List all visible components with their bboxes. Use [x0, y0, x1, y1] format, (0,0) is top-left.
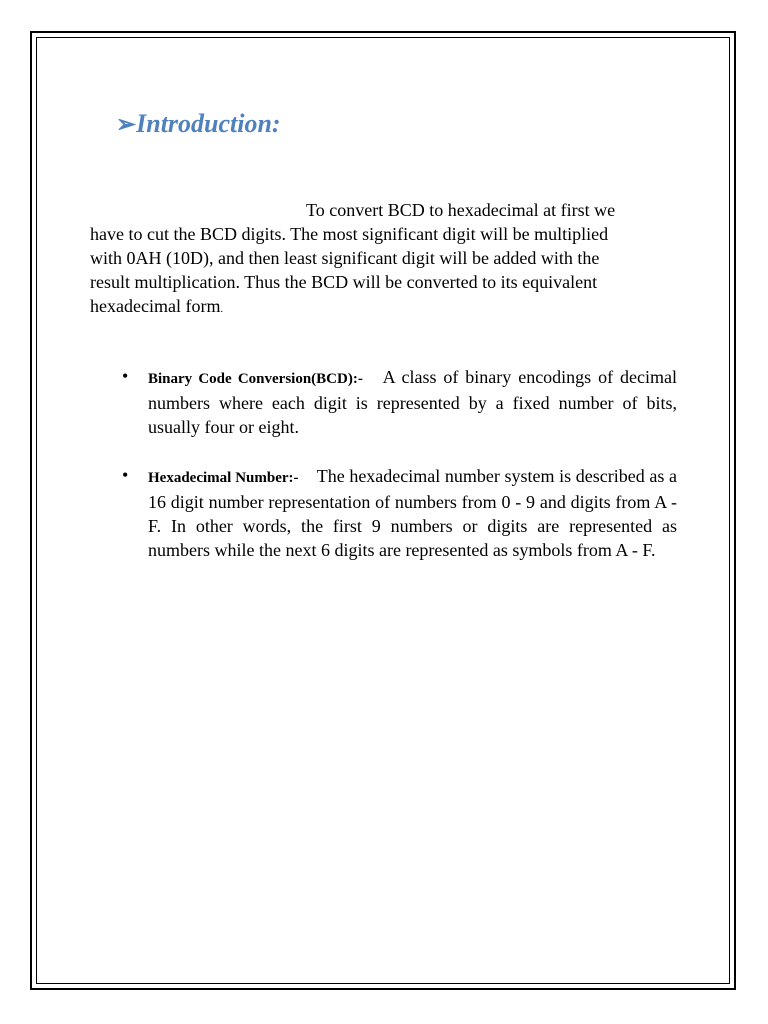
intro-paragraph [90, 198, 680, 322]
intro-line: result multiplication. Thus the BCD will be converted to its equivalent [90, 272, 598, 292]
definition-text: A class of binary encodings of decimal numbers where each digit is represented by a fixed number of bits, usually four or eight. [148, 367, 677, 437]
intro-trailing-period: . [220, 304, 223, 315]
section-heading-title: Introduction: [136, 109, 281, 138]
term-label: Binary Code Conversion(BCD) [148, 371, 353, 387]
definition-list [122, 365, 677, 587]
term-separator: :- [352, 371, 363, 387]
definition-text: The hexadecimal number system is described as a 16 digit number representation of numbers from 0 - 9 and digits from A - F. In other words, the first 9 numbers or digits are represented as numbers while the next 6 digits are represented as symbols from A - F. [148, 466, 677, 560]
intro-line-text: hexadecimal form [90, 296, 221, 316]
bullet-icon: • [122, 465, 129, 485]
intro-line: To convert BCD to hexadecimal at first we [306, 200, 616, 220]
arrow-bullet-icon: ➢ [116, 112, 137, 138]
list-item [122, 365, 677, 439]
term-label: Hexadecimal Number:- [148, 470, 299, 486]
list-item [122, 464, 677, 562]
section-heading [116, 107, 281, 142]
intro-line: with 0AH (10D), and then least significant digit will be added with the [90, 248, 600, 268]
bullet-icon: • [122, 366, 129, 386]
intro-line-last [90, 294, 680, 322]
intro-line: have to cut the BCD digits. The most significant digit will be multiplied [90, 224, 609, 244]
